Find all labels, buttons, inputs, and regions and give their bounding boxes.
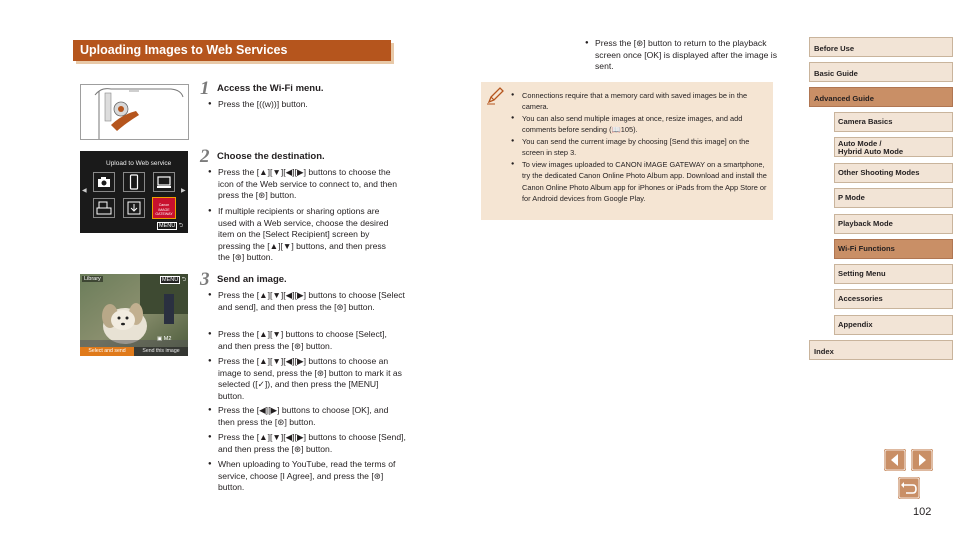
send-image-screen	[80, 274, 188, 356]
select-and-send-button: Select and send	[80, 347, 134, 356]
step-3-bullet: ● When uploading to YouTube, read the terms of service, choose [I Agree], and press the [⊛] button.	[208, 459, 396, 494]
dog-photo	[80, 274, 188, 356]
screen-menu-text: MENU	[159, 223, 176, 229]
camera-drawing	[81, 85, 188, 139]
step-2-bullet: ● Press the [▲][▼][◀][▶] buttons to choose the icon of the Web service to connect to, and then press the [⊛] button.	[208, 167, 403, 202]
camera-service-icon	[93, 172, 115, 192]
size-text: M2	[163, 336, 172, 342]
library-label	[82, 276, 103, 282]
step-number-3: 3	[200, 269, 210, 290]
nav-playback-mode[interactable]: Playback Mode	[834, 214, 953, 234]
step-title-2: Choose the destination.	[217, 151, 325, 162]
return-button[interactable]	[898, 477, 920, 499]
next-page-button[interactable]	[911, 449, 933, 471]
section-title-bar	[73, 40, 391, 61]
page-number: 102	[913, 506, 932, 518]
nav-accessories[interactable]: Accessories	[834, 289, 953, 309]
smartphone-service-icon	[123, 172, 145, 192]
screen-left-arrow: ◀	[82, 188, 87, 194]
nav-wifi-functions[interactable]: Wi-Fi Functions	[834, 239, 953, 259]
upload-screen	[80, 151, 188, 233]
nav-before-use[interactable]: Before Use	[809, 37, 953, 57]
upload-screen-title: Upload to Web service	[106, 160, 172, 167]
step-3-bullet: ● Press the [▲][▼] buttons to choose [Select], and then press the [⊛] button.	[208, 329, 398, 352]
nav-auto-mode[interactable]	[834, 137, 953, 157]
step-number-2: 2	[200, 146, 210, 167]
nav-other-shooting-modes[interactable]: Other Shooting Modes	[834, 163, 953, 183]
step-3-bullet: ● Press the [▲][▼][◀][▶] buttons to choose [Send], and then press the [⊛] button.	[208, 432, 406, 455]
step-title-1: Access the Wi-Fi menu.	[217, 83, 324, 94]
computer-service-icon	[153, 172, 175, 192]
screen-menu-label: MENU ⮌	[159, 223, 184, 229]
pencil-icon	[485, 86, 505, 111]
library-text: Library	[84, 276, 101, 282]
nav-setting-menu[interactable]: Setting Menu	[834, 264, 953, 284]
return-icon	[898, 477, 920, 499]
send-this-image-button: Send this image	[134, 347, 188, 356]
step-number-1: 1	[200, 78, 210, 99]
camera-illustration	[80, 84, 189, 140]
section-title: Uploading Images to Web Services	[80, 43, 288, 57]
gateway-label: Canon iMAGE GATEWAY	[155, 203, 173, 216]
prev-page-icon	[884, 449, 906, 471]
printer-service-icon	[93, 198, 115, 218]
note-item: ● To view images uploaded to CANON iMAGE GATEWAY on a smartphone, try the dedicated Canon Online Photo Album app. Download and install the Canon Online Photo Album app for iPhones or iPads from the App Store or for Android devices from Google Play.	[511, 159, 767, 205]
gateway-service-icon	[152, 197, 176, 219]
nav-basic-guide[interactable]: Basic Guide	[809, 62, 953, 82]
nav-auto-mode-line2: Hybrid Auto Mode	[838, 147, 904, 156]
nav-auto-mode-line1: Auto Mode /	[838, 138, 882, 148]
download-service-icon	[123, 198, 145, 218]
note-item: ● Connections require that a memory card with saved images be in the camera.	[511, 90, 767, 113]
note-box	[481, 82, 773, 220]
nav-camera-basics[interactable]: Camera Basics	[834, 112, 953, 132]
prev-page-button[interactable]	[884, 449, 906, 471]
step-3-bullet: ● Press the [▲][▼][◀][▶] buttons to choose an image to send, press the [⊛] button to mark it as selected ([✓]), and then press the [MENU] button.	[208, 356, 406, 402]
screen3-menu-text: MENU	[162, 277, 179, 283]
step-1-bullet: ● Press the [((ᴡ))] button.	[208, 99, 403, 111]
screen3-menu-label: MENU ⮌	[162, 277, 187, 283]
note-item: ● You can send the current image by choosing [Send this image] on the screen in step 3.	[511, 136, 767, 159]
step-title-3: Send an image.	[217, 274, 287, 285]
next-page-icon	[911, 449, 933, 471]
nav-advanced-guide[interactable]: Advanced Guide	[809, 87, 953, 107]
note-item: ● You can also send multiple images at once, resize images, and add comments before sending (📖105).	[511, 113, 767, 136]
nav-index[interactable]: Index	[809, 340, 953, 360]
size-label: ▣ M2	[157, 336, 172, 342]
nav-appendix[interactable]: Appendix	[834, 315, 953, 335]
nav-p-mode[interactable]: P Mode	[834, 188, 953, 208]
step-3-bullet: ● Press the [▲][▼][◀][▶] buttons to choose [Select and send], and then press the [⊛] button.	[208, 290, 406, 313]
return-to-playback-bullet: ● Press the [⊛] button to return to the playback screen once [OK] is displayed after the image is sent.	[585, 38, 785, 73]
step-3-bullet: ● Press the [◀][▶] buttons to choose [OK], and then press the [⊛] button.	[208, 405, 403, 428]
step-2-bullet: ● If multiple recipients or sharing options are used with a Web service, choose the desired item on the [Select Recipient] screen by pressing the [▲][▼] buttons, and then press the [⊛] button.	[208, 206, 398, 264]
screen-right-arrow: ▶	[181, 188, 186, 194]
